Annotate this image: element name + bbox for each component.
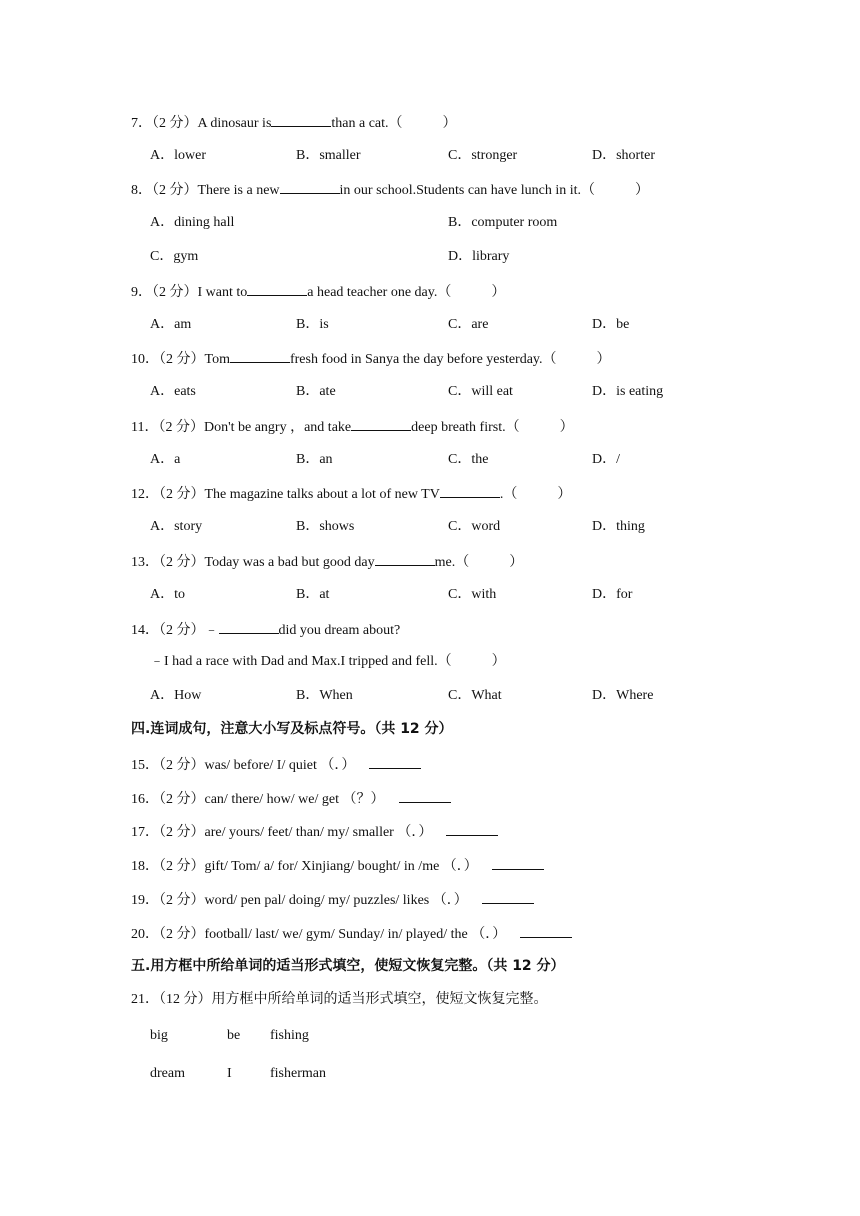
answer-blank[interactable] bbox=[219, 619, 279, 634]
question-score: （2 分） bbox=[159, 825, 205, 840]
question-stem: I want to bbox=[197, 285, 248, 300]
paren-close: ） bbox=[442, 116, 457, 131]
question-number: 13． bbox=[131, 555, 159, 570]
answer-blank[interactable] bbox=[369, 754, 421, 769]
question-score: （2 分） bbox=[158, 420, 204, 435]
question-stem-end: did you dream about? bbox=[278, 623, 401, 638]
question-stem: There is a new bbox=[197, 183, 280, 198]
question-stem-end: than a cat.（ bbox=[331, 116, 403, 131]
question-11 bbox=[131, 416, 574, 438]
option-c[interactable]: C．are bbox=[448, 317, 489, 332]
question-number: 21． bbox=[131, 992, 159, 1007]
option-b[interactable]: B．an bbox=[296, 452, 333, 467]
option-a[interactable]: A．to bbox=[150, 587, 185, 602]
question-stem: was/ before/ I/ quiet （．） bbox=[204, 758, 356, 773]
question-score: （2 分） bbox=[152, 116, 198, 131]
question-score: （2 分） bbox=[159, 758, 205, 773]
word-box-item: I bbox=[227, 1066, 232, 1081]
question-14-reply bbox=[150, 652, 506, 672]
option-d[interactable]: D．be bbox=[592, 317, 630, 332]
question-number: 12． bbox=[131, 487, 159, 502]
option-c[interactable]: C．the bbox=[448, 452, 489, 467]
question-13 bbox=[131, 551, 523, 573]
question-16 bbox=[131, 788, 451, 810]
option-c[interactable]: C．gym bbox=[150, 249, 199, 264]
option-b[interactable]: B．computer room bbox=[448, 215, 558, 230]
question-number: 14． bbox=[131, 623, 159, 638]
answer-blank[interactable] bbox=[440, 483, 500, 498]
option-b[interactable]: B．When bbox=[296, 688, 353, 703]
paren-close: ） bbox=[509, 555, 524, 570]
question-stem-end: deep breath first.（ bbox=[411, 420, 520, 435]
question-19 bbox=[131, 889, 534, 911]
question-score: （2 分） bbox=[159, 555, 205, 570]
option-a[interactable]: A．lower bbox=[150, 148, 206, 163]
word-box-item: big bbox=[150, 1028, 168, 1043]
question-number: 17． bbox=[131, 825, 159, 840]
option-b[interactable]: B．shows bbox=[296, 519, 355, 534]
question-score: （2 分） bbox=[159, 487, 205, 502]
question-stem: Don't be angry ，and take bbox=[203, 420, 352, 435]
answer-blank[interactable] bbox=[482, 889, 534, 904]
option-a[interactable]: A．story bbox=[150, 519, 203, 534]
question-stem: are/ yours/ feet/ than/ my/ smaller （．） bbox=[204, 825, 433, 840]
question-7 bbox=[131, 112, 457, 134]
question-17 bbox=[131, 821, 498, 843]
question-stem: word/ pen pal/ doing/ my/ puzzles/ likes （．） bbox=[204, 893, 468, 908]
paren-close: ） bbox=[635, 183, 649, 198]
option-a[interactable]: A．dining hall bbox=[150, 215, 235, 230]
paren-close: ） bbox=[491, 654, 506, 669]
paren-close: ） bbox=[557, 487, 572, 502]
question-score: （2 分） bbox=[152, 285, 198, 300]
answer-blank[interactable] bbox=[492, 855, 544, 870]
answer-blank[interactable] bbox=[520, 923, 572, 938]
question-number: 15． bbox=[131, 758, 159, 773]
question-stem: 用方框中所给单词的适当形式填空，使短文恢复完整。 bbox=[211, 992, 548, 1007]
option-b[interactable]: B．at bbox=[296, 587, 330, 602]
section-heading-4: 四.连词成句，注意大小写及标点符号。（共 12 分） bbox=[131, 721, 453, 737]
question-18 bbox=[131, 855, 544, 877]
question-stem: gift/ Tom/ a/ for/ Xinjiang/ bought/ in /me （．） bbox=[204, 859, 478, 874]
word-box-item: be bbox=[227, 1028, 241, 1043]
section-heading-5: 五.用方框中所给单词的适当形式填空，使短文恢复完整。（共 12 分） bbox=[131, 958, 565, 974]
question-score: （2 分） bbox=[159, 927, 205, 942]
answer-blank[interactable] bbox=[399, 788, 451, 803]
option-d[interactable]: D．Where bbox=[592, 688, 654, 703]
question-12 bbox=[131, 483, 571, 505]
question-number: 18． bbox=[131, 859, 159, 874]
question-score: （2 分） bbox=[159, 623, 205, 638]
question-score: （2 分） bbox=[159, 859, 205, 874]
question-20 bbox=[131, 923, 572, 945]
question-14 bbox=[131, 619, 400, 641]
dialogue-dash: ﹣ bbox=[204, 623, 219, 638]
answer-blank[interactable] bbox=[247, 281, 307, 296]
question-number: 9． bbox=[131, 285, 152, 300]
option-d[interactable]: D．thing bbox=[592, 519, 645, 534]
option-d[interactable]: D．shorter bbox=[592, 148, 655, 163]
question-number: 10． bbox=[131, 352, 159, 367]
question-score: （2 分） bbox=[159, 893, 205, 908]
question-stem: football/ last/ we/ gym/ Sunday/ in/ played/ the （．） bbox=[204, 927, 507, 942]
option-c[interactable]: C．stronger bbox=[448, 148, 518, 163]
question-stem-end: in our school.Students can have lunch in it.（ bbox=[339, 183, 595, 198]
question-stem-end: fresh food in Sanya the day before yesterday.（ bbox=[289, 352, 557, 367]
question-9 bbox=[131, 281, 505, 303]
answer-blank[interactable] bbox=[280, 179, 340, 194]
option-d[interactable]: D．/ bbox=[592, 452, 620, 467]
option-a[interactable]: A．How bbox=[150, 688, 202, 703]
question-10 bbox=[131, 348, 611, 370]
option-c[interactable]: C．What bbox=[448, 688, 502, 703]
paren-close: ） bbox=[596, 352, 611, 367]
question-score: （12 分） bbox=[159, 992, 212, 1007]
question-number: 16． bbox=[131, 792, 159, 807]
word-box-item: fishing bbox=[270, 1028, 309, 1043]
option-a[interactable]: A．eats bbox=[150, 384, 196, 399]
question-score: （2 分） bbox=[152, 183, 198, 198]
question-stem-end: me.（ bbox=[434, 555, 470, 570]
word-box-item: dream bbox=[150, 1066, 185, 1081]
option-a[interactable]: A．am bbox=[150, 317, 192, 332]
option-d[interactable]: D．is eating bbox=[592, 384, 664, 399]
question-stem-end: .（ bbox=[499, 487, 518, 502]
answer-blank[interactable] bbox=[271, 112, 331, 127]
question-stem: can/ there/ how/ we/ get （？） bbox=[204, 792, 385, 807]
question-score: （2 分） bbox=[159, 792, 205, 807]
question-stem-end: a head teacher one day.（ bbox=[307, 285, 452, 300]
option-a[interactable]: A．a bbox=[150, 452, 181, 467]
answer-blank[interactable] bbox=[446, 821, 498, 836]
option-b[interactable]: B．ate bbox=[296, 384, 336, 399]
paren-close: ） bbox=[559, 420, 574, 435]
option-d[interactable]: D．library bbox=[448, 249, 510, 264]
option-d[interactable]: D．for bbox=[592, 587, 633, 602]
question-stem: A dinosaur is bbox=[197, 116, 272, 131]
option-c[interactable]: C．with bbox=[448, 587, 497, 602]
answer-blank[interactable] bbox=[375, 551, 435, 566]
dialogue-reply: ﹣I had a race with Dad and Max.I tripped and fell.（ bbox=[150, 654, 452, 669]
question-number: 11． bbox=[131, 420, 159, 435]
question-number: 19． bbox=[131, 893, 159, 908]
word-box-item: fisherman bbox=[270, 1066, 326, 1081]
question-number: 7． bbox=[131, 116, 152, 131]
question-score: （2 分） bbox=[159, 352, 205, 367]
option-c[interactable]: C．will eat bbox=[448, 384, 513, 399]
question-number: 8． bbox=[131, 183, 152, 198]
question-8 bbox=[131, 179, 649, 201]
question-number: 20． bbox=[131, 927, 159, 942]
option-c[interactable]: C．word bbox=[448, 519, 501, 534]
question-stem: Today was a bad but good day bbox=[204, 555, 375, 570]
answer-blank[interactable] bbox=[351, 416, 411, 431]
question-stem: Tom bbox=[204, 352, 230, 367]
question-stem: The magazine talks about a lot of new TV bbox=[204, 487, 440, 502]
paren-close: ） bbox=[491, 285, 506, 300]
question-21 bbox=[131, 990, 548, 1010]
option-b[interactable]: B．smaller bbox=[296, 148, 361, 163]
answer-blank[interactable] bbox=[230, 348, 290, 363]
question-15 bbox=[131, 754, 421, 776]
option-b[interactable]: B．is bbox=[296, 317, 329, 332]
